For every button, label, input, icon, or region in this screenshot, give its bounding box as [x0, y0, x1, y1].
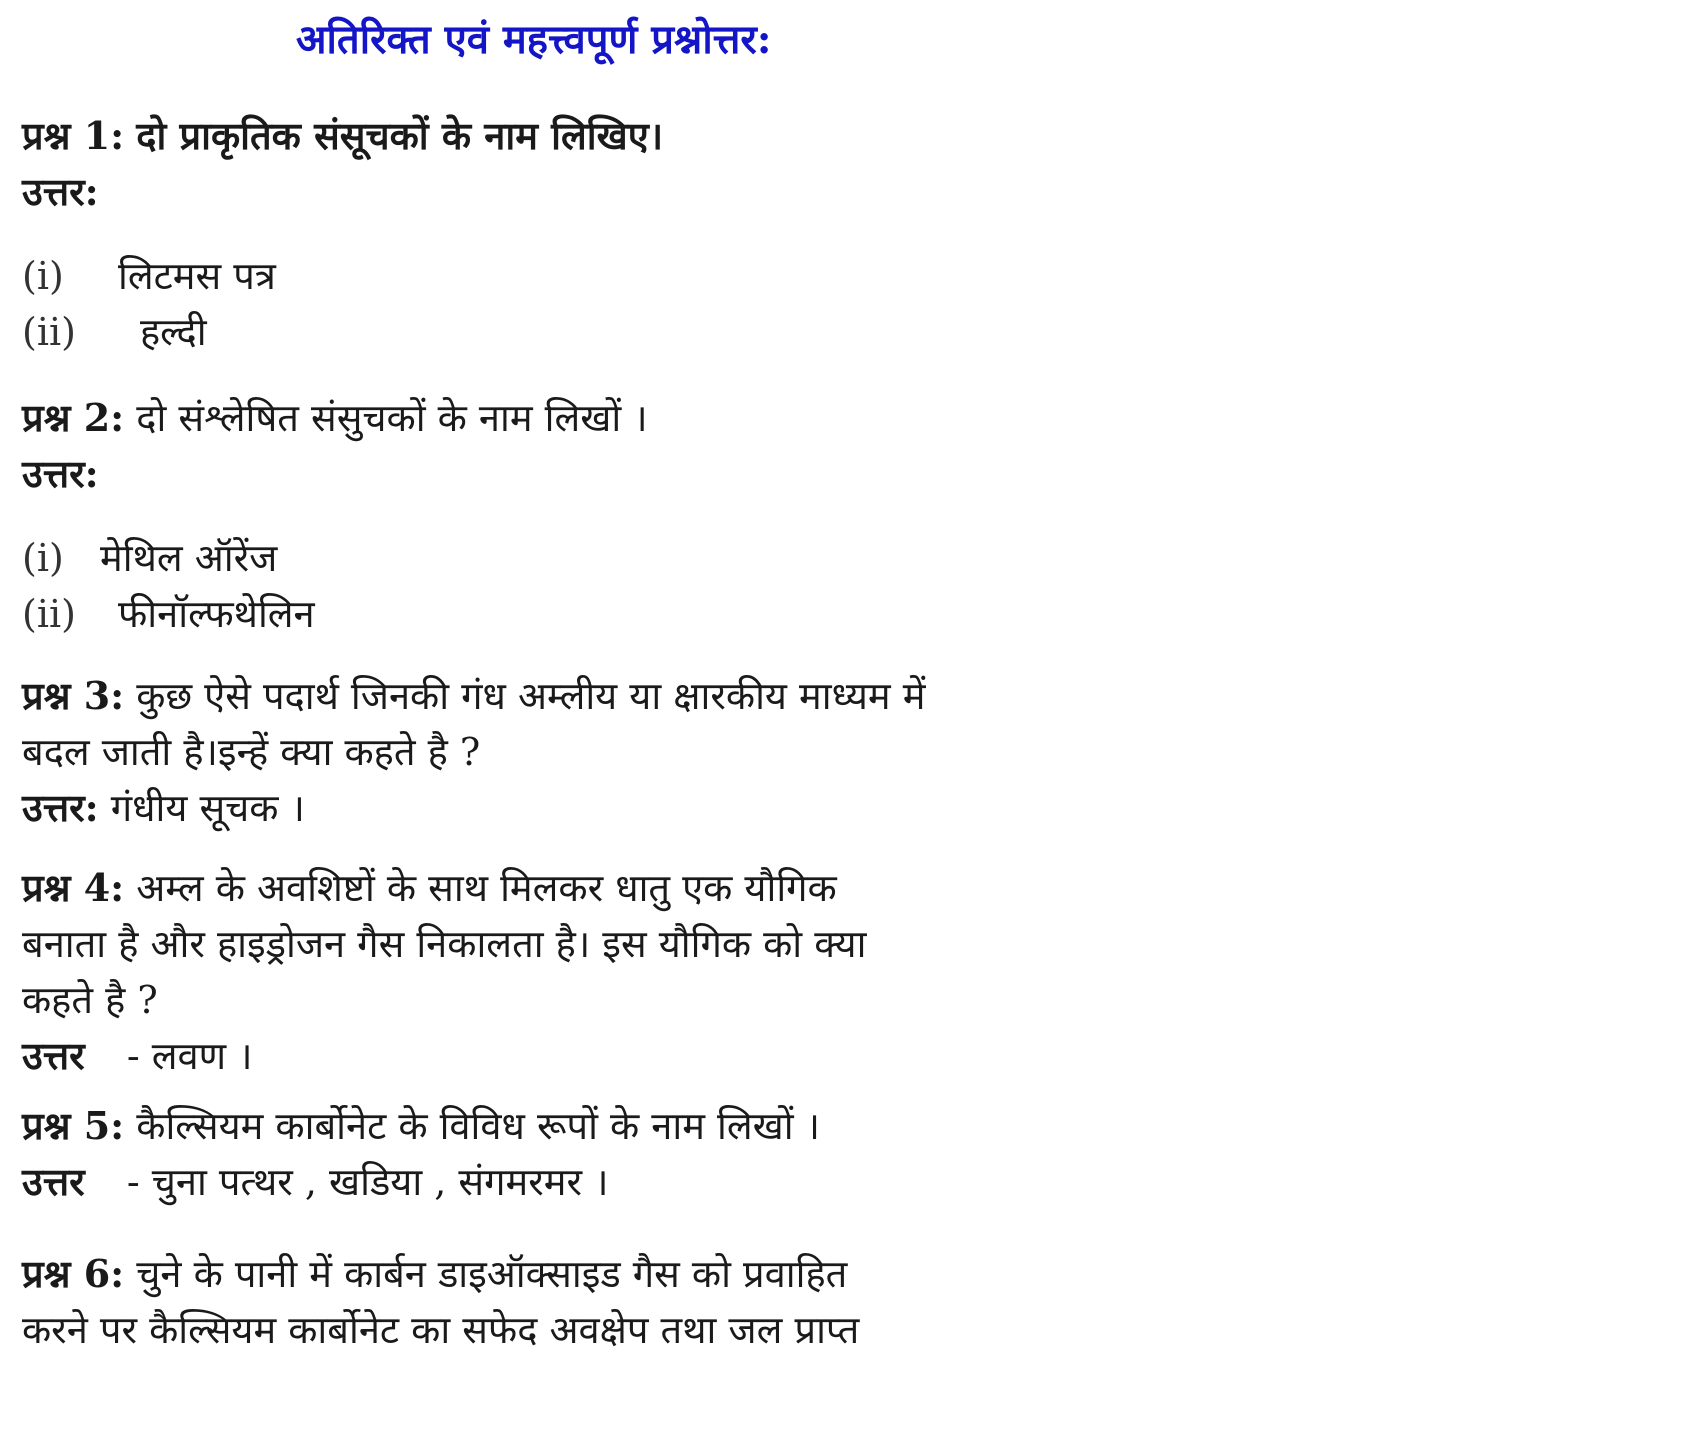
question-text: अम्ल के अवशिष्टों के साथ मिलकर धातु एक यौगिक	[136, 866, 837, 910]
list-item-text: लिटमस पत्र	[118, 254, 276, 298]
question-label: प्रश्न 3:	[22, 673, 125, 718]
answer-label: उत्तर:	[22, 785, 99, 830]
list-item-number: (ii)	[22, 310, 76, 354]
question-line: करने पर कैल्सियम कार्बोनेट का सफेद अवक्षेप तथा जल प्राप्त	[22, 1308, 860, 1352]
question-text: दो प्राकृतिक संसूचकों के नाम लिखिए।	[136, 113, 664, 158]
list-item-number: (i)	[22, 254, 64, 298]
question-line	[22, 108, 1202, 164]
question-label: प्रश्न 4:	[22, 865, 125, 910]
answer-text: - लवण ।	[126, 1034, 253, 1078]
question-block-4	[22, 860, 1202, 1084]
question-line: बदल जाती है।इन्हें क्या कहते है ?	[22, 730, 481, 774]
answer-list	[22, 530, 1202, 642]
list-item-text: मेथिल ऑरेंज	[100, 536, 278, 580]
question-label: प्रश्न 5:	[22, 1103, 125, 1148]
question-text: चुने के पानी में कार्बन डाइऑक्साइड गैस को प्रवाहित	[136, 1252, 848, 1296]
question-line	[22, 668, 1202, 724]
answer-label: उत्तर:	[22, 451, 99, 496]
answer-line	[22, 164, 1202, 220]
question-text: दो संश्लेषित संसुचकों के नाम लिखों ।	[136, 396, 648, 440]
question-label: प्रश्न 1:	[22, 113, 125, 158]
answer-line	[22, 780, 1202, 836]
list-item-number: (ii)	[22, 592, 76, 636]
question-label: प्रश्न 6:	[22, 1251, 125, 1296]
answer-label: उत्तर	[22, 1033, 85, 1078]
question-block-6	[22, 1246, 1202, 1358]
question-line	[22, 860, 1202, 916]
question-block-5	[22, 1098, 1202, 1210]
question-text: कैल्सियम कार्बोनेट के विविध रूपों के नाम लिखों ।	[136, 1104, 821, 1148]
question-label: प्रश्न 2:	[22, 395, 125, 440]
question-line	[22, 390, 1202, 446]
page-title: अतिरिक्त एवं महत्त्वपूर्ण प्रश्नोत्तर:	[296, 16, 772, 63]
answer-text: गंधीय सूचक ।	[110, 786, 305, 830]
question-block-2	[22, 390, 1202, 642]
question-line	[22, 1098, 1202, 1154]
question-line: बनाता है और हाइड्रोजन गैस निकालता है। इस यौगिक को क्या	[22, 922, 867, 966]
answer-label: उत्तर:	[22, 169, 99, 214]
answer-line	[22, 1028, 1202, 1084]
list-item	[22, 586, 1202, 642]
answer-text: - चुना पत्थर , खडिया , संगमरमर ।	[126, 1160, 609, 1204]
list-item	[22, 304, 1202, 360]
answer-line	[22, 1154, 1202, 1210]
list-item	[22, 248, 1202, 304]
question-block-3	[22, 668, 1202, 836]
question-text: कुछ ऐसे पदार्थ जिनकी गंध अम्लीय या क्षारकीय माध्यम में	[136, 674, 926, 718]
list-item-text: फीनॉल्फथेलिन	[118, 592, 315, 636]
question-line	[22, 1246, 1202, 1302]
question-line: कहते है ?	[22, 978, 158, 1022]
list-item	[22, 530, 1202, 586]
list-item-number: (i)	[22, 536, 64, 580]
question-block-1	[22, 108, 1202, 360]
list-item-text: हल्दी	[140, 310, 207, 354]
answer-list	[22, 248, 1202, 360]
answer-label: उत्तर	[22, 1159, 85, 1204]
answer-line	[22, 446, 1202, 502]
